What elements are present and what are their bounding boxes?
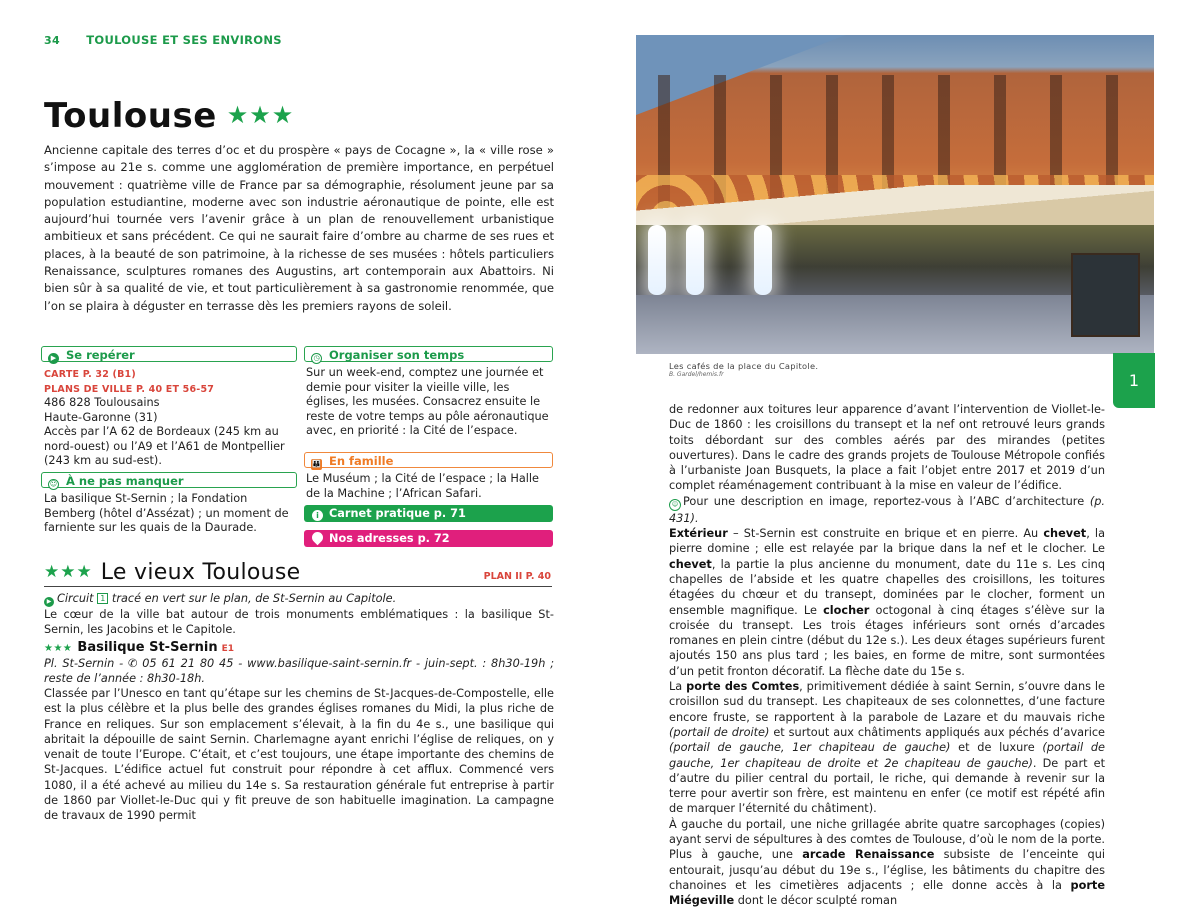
italic-run: (portail de droite): [669, 725, 770, 739]
text-run: – St-Sernin est construite en brique et en pierre. Au: [727, 527, 1044, 541]
exterieur-label: Extérieur: [669, 527, 728, 541]
text-run: À gauche du portail, une niche grillagée abrite quatre sarcophages (copies) ayant servi de sépultures à des comtes de Toulouse, d’où le nom de la porte. Plus à gauche, une: [669, 817, 1105, 862]
organiser-heading: [304, 346, 553, 362]
photo-chalkboard: [1071, 253, 1140, 337]
text-run: La: [669, 680, 687, 694]
italic-run: (portail de gauche, 1er chapiteau de gauche): [669, 741, 951, 755]
restoration-paragraph: de redonner aux toitures leur apparence d’avant l’intervention de Viollet-le-Duc de 1860 : les croisillons du transept et la nef ont retrouvé leurs grands toits débordant sur des combles aérés par des mirandes (petites ouvertures). Dans le cadre des grands projets de Toulouse Métropole confiés à l’urbaniste Joan Busquets, la place a fait l’objet entre 2017 et 2019 d’un complet réaménagement contribuant à la mise en valeur de l’édifice.: [669, 403, 1105, 493]
grid-ref: E1: [221, 644, 235, 654]
page-title: [44, 96, 294, 136]
play-icon: ▶: [44, 597, 54, 607]
photo-credit: B. Gardel/hemis.fr: [669, 371, 724, 378]
rating-stars-icon: ★★★: [226, 101, 295, 129]
photo-lamp: [754, 225, 772, 295]
photo-lamp: [686, 225, 704, 295]
section-intro: Le cœur de la ville bat autour de trois monuments emblématiques : la basilique St-Sernin, les Jacobins et le Capitole.: [44, 608, 554, 637]
bold-term: porte Miégeville: [669, 878, 1105, 908]
heading-label: En famille: [329, 454, 394, 468]
heading-label: Organiser son temps: [329, 348, 465, 362]
clock-icon: ◷: [311, 353, 322, 364]
link-label: Nos adresses p. 72: [329, 532, 450, 545]
access-info: Accès par l’A 62 de Bordeaux (245 km au nord-ouest) ou l’A9 et l’A61 de Montpellier (243 km au sud-est).: [44, 425, 285, 468]
smiley-icon: ☺: [669, 499, 681, 511]
text-run: , la partie la plus ancienne du monument, date du 11e s. Les cinq chapelles de l’abside et les quatre chapelles des croisillons, les toitures étagées du chœur et du transept, dominées par le clocher, forment un ensemble magnifique. Le: [669, 557, 1105, 617]
bold-term: clocher: [823, 603, 870, 617]
circuit-paragraph: [44, 591, 554, 638]
bold-term: arcade Renaissance: [802, 848, 935, 862]
text-run: et surtout aux châtiments appliqués aux péchés d’avarice: [769, 725, 1105, 739]
place-du-capitole-photo: [636, 35, 1154, 354]
text-run: et de luxure: [950, 741, 1043, 755]
carnet-pratique-link[interactable]: [304, 505, 553, 522]
section-title-text: Le vieux Toulouse: [100, 560, 301, 585]
heading-label: Se repérer: [66, 348, 135, 362]
abc-page-ref[interactable]: (p. 431).: [669, 494, 1105, 525]
text-run: , la pierre domine ; elle est relayée par la brique dans la nef et le clocher. Le: [669, 527, 1105, 556]
text-run: subsiste de l’enceinte qui entourait, jusqu’au début du 19e s., l’église, les bâtiments du chapitre des chanoines et les cimetières adjacents ; elle donne accès à la: [669, 848, 1106, 892]
organiser-body: Sur un week-end, comptez une journée et demie pour visiter la vieille ville, les églises, les musées. Consacrez ensuite le reste de votre temps au pôle aéronautique avec, en priorité : la Cité de l’espace.: [306, 366, 549, 438]
population: 486 828 Toulousains: [44, 396, 160, 409]
info-icon: i: [312, 510, 323, 521]
bold-term: porte des Comtes: [686, 680, 800, 694]
circuit-prefix: Circuit: [57, 592, 94, 605]
left-page: [0, 0, 595, 842]
heading-label: À ne pas manquer: [66, 474, 184, 488]
text-run: octogonal à cinq étages s’élève sur la croisée du transept. Les trois étages inférieurs sont ornés d’arcades romanes en plein cintre (début du 12e s.). Les deux étages supérieurs furent ajoutés 150 ans plus tard ; les baies, en forme de mitre, sont surmontées d’un petit fronton décoratif. La flèche date du 15e s.: [669, 603, 1105, 678]
en-famille-body: Le Muséum ; la Cité de l’espace ; la Halle de la Machine ; l’African Safari.: [306, 472, 539, 500]
family-icon: 👪: [312, 460, 321, 468]
se-reperer-heading: [41, 346, 297, 362]
title-text: Toulouse: [44, 96, 217, 136]
nos-adresses-link[interactable]: [304, 530, 553, 547]
carte-ref[interactable]: CARTE P. 32 (B1): [44, 369, 136, 380]
page-number: 34: [44, 34, 60, 47]
basilique-info: Pl. St-Sernin - ✆ 05 61 21 80 45 - www.basilique-saint-sernin.fr - juin-sept. : 8h30-19h ; reste de l’année : 8h30-18h.: [44, 657, 554, 686]
bold-term: chevet: [1043, 527, 1087, 541]
section-title: [44, 560, 300, 585]
rating-stars-icon: ★★★: [44, 643, 73, 654]
photo-umbrellas: [636, 185, 1154, 225]
right-column-text: [669, 402, 1105, 909]
basilique-title: Basilique St-Sernin: [77, 640, 218, 655]
basilique-text: Classée par l’Unesco en tant qu’étape sur les chemins de St-Jacques-de-Compostelle, elle est la plus célèbre et la plus belle des grandes églises romanes du Midi, la plus riche de France en reliques. Sur son emplacement s’élevait, à la fin du 4e s., une basilique qui abritait la dépouille de saint Sernin. Charlemagne ayant enrichi l’église de reliques, on y venait de toute l’Europe. C’était, et c’est toujours, une étape importante des chemins de St-Jacques. L’édifice actuel fut construit pour répondre à cet afflux. Commencé vers 1080, il a été achevé au milieu du 14e s. Sa restauration générale fut entreprise à partir de 1860 par Viollet-le-Duc qui y fit preuve de son habituelle imagination. La campagne de travaux de 1990 permit: [44, 687, 554, 823]
play-icon: ▶: [48, 353, 59, 364]
running-head: [44, 33, 282, 47]
abc-text: Pour une description en image, reportez-vous à l’ABC d’architecture: [683, 494, 1085, 508]
photo-lamp: [648, 225, 666, 295]
link-label: Carnet pratique p. 71: [329, 507, 466, 520]
en-famille-heading: [304, 452, 553, 468]
divider: [44, 586, 552, 587]
text-run: . De part et d’autre du pilier central du portail, le riche, qui demande à revenir sur la terre pour avertir son frère, est maintenu en enfer (ce motif est répété afin de marquer l’éternité du châtiment).: [669, 756, 1105, 816]
porte-comtes-paragraph: [669, 679, 1105, 817]
text-run: , primitivement dédiée à saint Sernin, s’ouvre dans le croisillon sud du transept. Les chapiteaux de ses colonnettes, d’une facture encore fruste, se rapportent à la parabole de Lazare et du mauvais riche: [669, 680, 1105, 724]
chapter-tab: 1: [1113, 353, 1155, 408]
smiley-icon: ☺: [49, 480, 58, 488]
text-run: dont le décor sculpté roman: [734, 894, 898, 908]
italic-run: (portail de gauche, 1er chapiteau de droite et 2e chapiteau de gauche): [669, 741, 1106, 770]
rating-stars-icon: ★★★: [44, 562, 93, 582]
department: Haute-Garonne (31): [44, 410, 158, 424]
se-reperer-body: [44, 396, 294, 469]
circuit-number-badge: 1: [97, 593, 108, 604]
abc-paragraph: [669, 494, 1105, 679]
circuit-text: tracé en vert sur le plan, de St-Sernin au Capitole.: [111, 592, 397, 605]
bold-term: chevet: [669, 557, 712, 571]
plans-ref[interactable]: PLANS DE VILLE P. 40 ET 56-57: [44, 384, 215, 395]
map-pin-icon: [310, 530, 326, 546]
chapter-name: TOULOUSE ET SES ENVIRONS: [86, 33, 282, 47]
basilique-heading: [44, 640, 234, 655]
gauche-portail-paragraph: [669, 817, 1105, 909]
a-ne-pas-manquer-body: La basilique St-Sernin ; la Fondation Bemberg (hôtel d’Assézat) ; un moment de farniente sur les quais de la Daurade.: [44, 492, 289, 535]
intro-paragraph: Ancienne capitale des terres d’oc et du prospère « pays de Cocagne », la « ville rose » s’impose au 21e s. comme une agglomération de première importance, en perpétuel mouvement : quatrième ville de France par sa démographie, résolument jeune par sa population estudiantine, moderne avec son industrie aéronautique de pointe, elle est aujourd’hui tournée vers l’avenir grâce à un plan de renouvellement urbanistique ambitieux et sans précédent. Ce qui ne saurait faire d’ombre au charme de ses rues et places, à la beauté de son patrimoine, à la richesse de ses musées : hôtels particuliers Renaissance, sculptures romanes des Augustins, art contemporain aux Abattoirs. Ni bien sûr à sa qualité de vie, et tout particulièrement à sa gastronomie renommée, que l’on se plaira à déguster en terrasse dès les premiers rayons de soleil.: [44, 143, 554, 313]
a-ne-pas-manquer-heading: [41, 472, 297, 488]
plan-ref[interactable]: PLAN II P. 40: [483, 571, 551, 582]
photo-caption: Les cafés de la place du Capitole.: [669, 361, 819, 371]
